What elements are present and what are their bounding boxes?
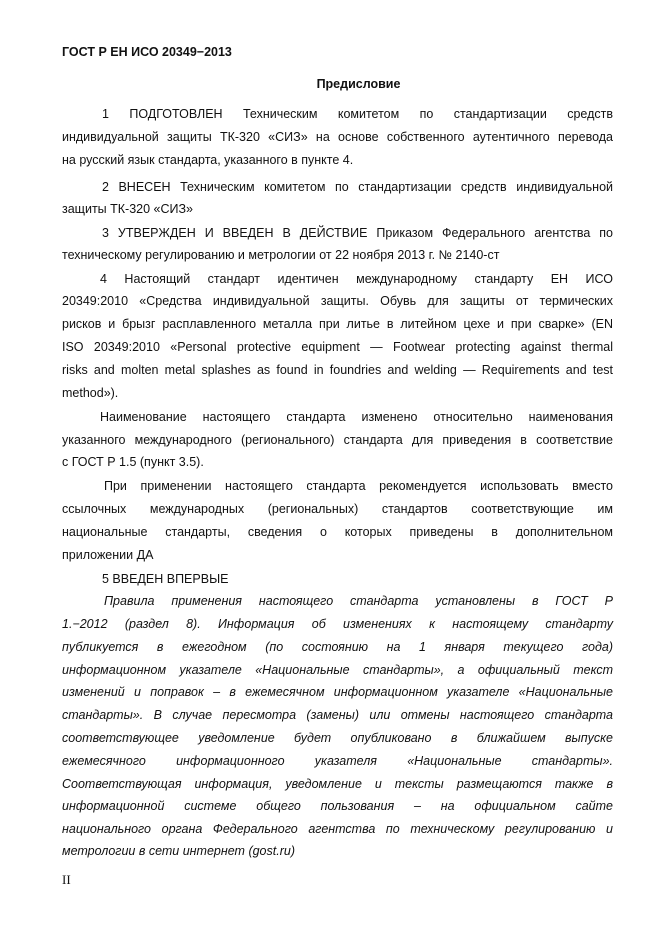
- text-line: рисков и брызг расплавленного металла при литье в литейном цехе и при сварке» (EN: [62, 317, 613, 331]
- standard-code-header: ГОСТ Р ЕН ИСО 20349−2013: [62, 45, 232, 59]
- text-line: 1 ПОДГОТОВЛЕН Техническим комитетом по стандартизации средств: [102, 107, 613, 121]
- text-line: на русский язык стандарта, указанного в пункте 4.: [62, 153, 354, 167]
- text-line: 2 ВНЕСЕН Техническим комитетом по стандартизации средств индивидуальной: [102, 180, 613, 194]
- text-line: информационной системе общего пользования – на официальном сайте: [62, 799, 613, 813]
- page-number: II: [62, 872, 71, 887]
- text-line: 1.−2012 (раздел 8). Информация об изменениях к настоящему стандарту: [62, 617, 613, 631]
- text-line: публикуется в ежегодном (по состоянию на 1 января текущего года): [62, 640, 613, 654]
- text-line: 4 Настоящий стандарт идентичен международному стандарту ЕН ИСО: [100, 272, 613, 286]
- text-line: национального органа Федерального агентства по техническому регулированию и: [62, 822, 613, 836]
- text-line: изменений и поправок – в ежемесячном информационном указателе «Национальные: [62, 685, 613, 699]
- text-line: с ГОСТ Р 1.5 (пункт 3.5).: [62, 455, 204, 469]
- text-line: При применении настоящего стандарта рекомендуется использовать вместо: [104, 479, 613, 493]
- text-line: 20349:2010 «Средства индивидуальной защиты. Обувь для защиты от термических: [62, 294, 613, 308]
- text-line: ежемесячного информационного указателя «Национальные стандарты».: [62, 754, 613, 768]
- text-line: Правила применения настоящего стандарта установлены в ГОСТ Р: [104, 594, 613, 608]
- text-line: ссылочных международных (региональных) стандартов соответствующие им: [62, 502, 613, 516]
- text-line: указанного международного (регионального) стандарта для приведения в соответствие: [62, 433, 613, 447]
- text-line: стандарты». В случае пересмотра (замены) или отмены настоящего стандарта: [62, 708, 613, 722]
- page-title: Предисловие: [316, 77, 401, 91]
- text-line: 3 УТВЕРЖДЕН И ВВЕДЕН В ДЕЙСТВИЕ Приказом Федерального агентства по: [102, 226, 613, 240]
- text-line: risks and molten metal splashes as found in foundries and welding — Requirements and test: [62, 363, 613, 377]
- text-line: method»).: [62, 386, 119, 400]
- text-line: индивидуальной защиты ТК-320 «СИЗ» на основе собственного аутентичного перевода: [62, 130, 613, 144]
- text-line: метрологии в сети интернет (gost.ru): [62, 844, 295, 858]
- text-line: национальные стандарты, сведения о которых приведены в дополнительном: [62, 525, 613, 539]
- text-line: Соответствующая информация, уведомление и тексты размещаются также в: [62, 777, 613, 791]
- text-line: защиты ТК-320 «СИЗ»: [62, 202, 194, 216]
- text-line: Наименование настоящего стандарта изменено относительно наименования: [100, 410, 613, 424]
- text-line: соответствующее уведомление будет опубликовано в ближайшем выпуске: [62, 731, 613, 745]
- text-line: приложении ДА: [62, 548, 154, 562]
- text-line: техническому регулированию и метрологии от 22 ноября 2013 г. № 2140-ст: [62, 248, 500, 262]
- text-line: ISO 20349:2010 «Personal protective equipment — Footwear protecting against thermal: [62, 340, 613, 354]
- text-line: информационном указателе «Национальные стандарты», а официальный текст: [62, 663, 613, 677]
- text-line: 5 ВВЕДЕН ВПЕРВЫЕ: [102, 572, 229, 586]
